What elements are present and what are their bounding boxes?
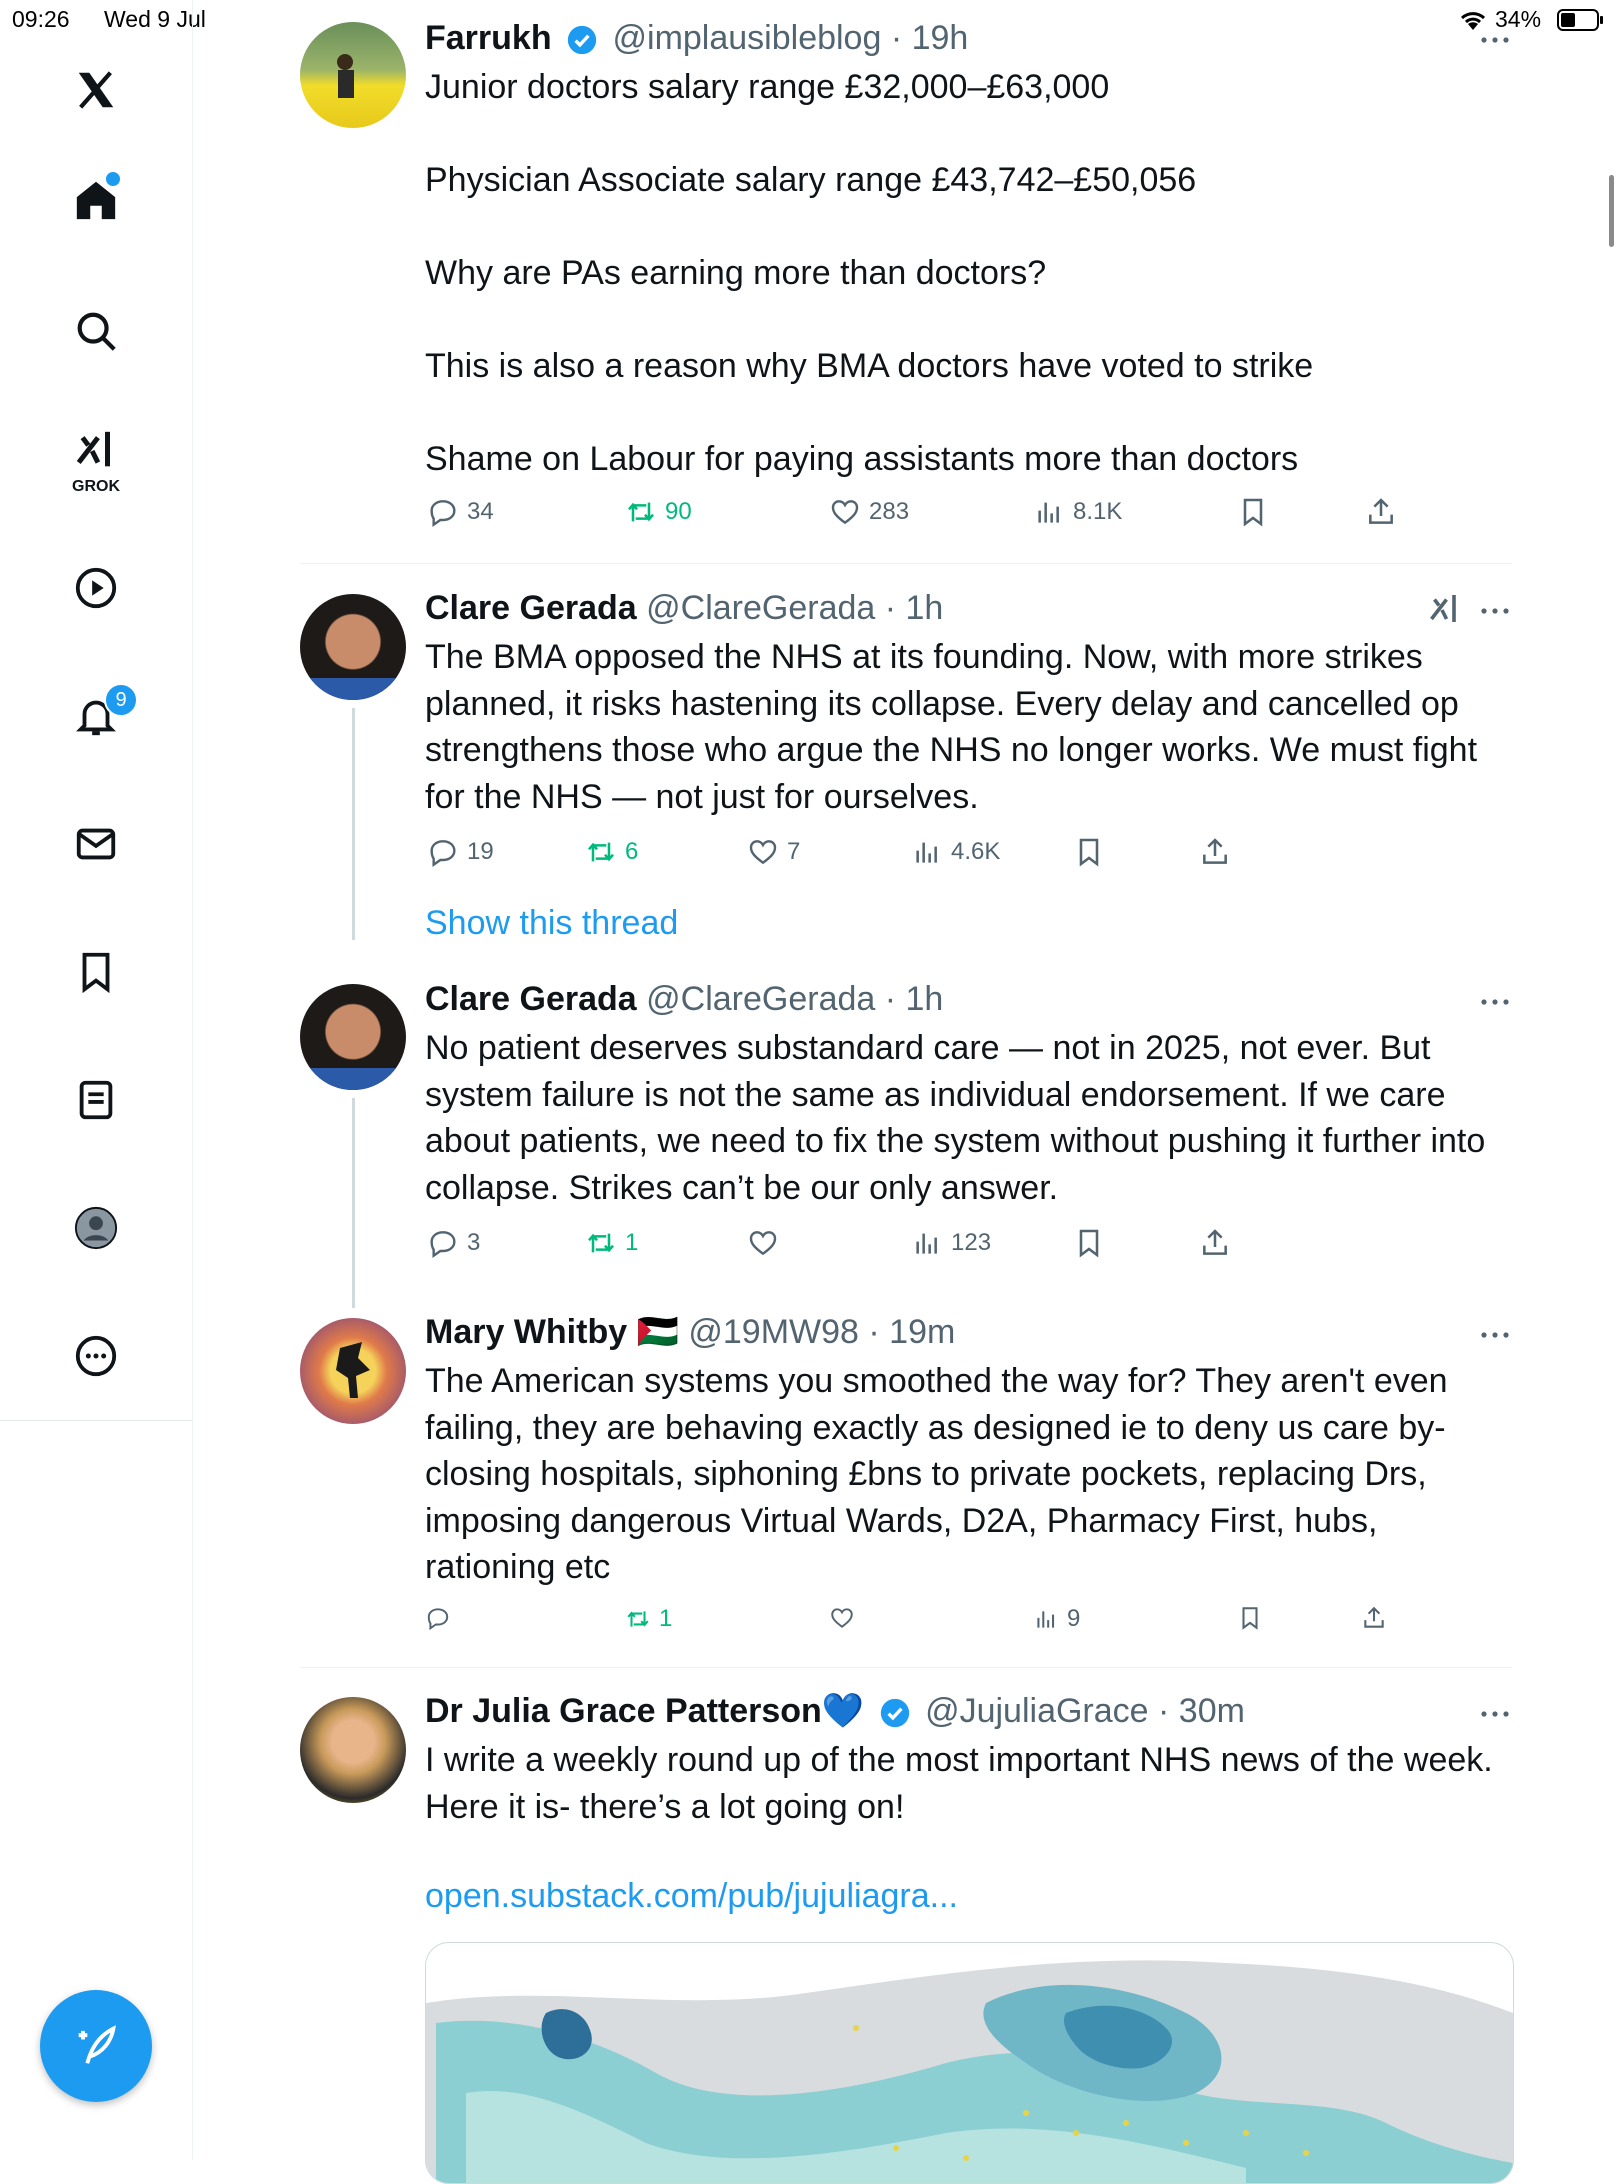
- map-image: [426, 1943, 1513, 2183]
- heart-icon: [747, 1227, 779, 1259]
- views-button[interactable]: [1033, 1605, 1080, 1633]
- tweet-time: · 1h: [884, 980, 944, 1018]
- share-button[interactable]: [1361, 1605, 1387, 1631]
- views-count: 9: [1067, 1605, 1081, 1632]
- heart-icon: [829, 1605, 855, 1631]
- profile-icon[interactable]: [70, 1202, 122, 1254]
- reply-button[interactable]: [427, 1227, 480, 1259]
- battery-percent: 34%: [1495, 6, 1542, 32]
- sidebar-divider: [0, 1420, 192, 1421]
- views-button[interactable]: [911, 1227, 991, 1259]
- author-name[interactable]: Mary Whitby: [425, 1313, 628, 1351]
- bookmark-icon: [1073, 1227, 1105, 1259]
- notification-badge: 9: [104, 683, 138, 717]
- repost-icon: [585, 1227, 617, 1259]
- views-button[interactable]: [911, 836, 1000, 868]
- grok-icon[interactable]: [70, 425, 122, 477]
- reply-count: 19: [467, 838, 494, 865]
- reply-button[interactable]: [425, 1605, 451, 1631]
- bookmark-button[interactable]: [1073, 1227, 1105, 1259]
- grok-label: GROK: [72, 478, 120, 495]
- repost-count: 90: [665, 498, 692, 525]
- tweet-text: The BMA opposed the NHS at its founding. Now, with more strikes planned, it risks hastening its collapse. Every delay and cancelled op strengthens those who argue the NHS no longer works. We must fight for the NHS — not just for ourselves.: [425, 638, 1487, 816]
- bookmark-button[interactable]: [1073, 836, 1105, 868]
- avatar[interactable]: [300, 22, 406, 128]
- tweet-separator: [300, 1667, 1512, 1668]
- tweet-header: [425, 979, 943, 1019]
- compose-button[interactable]: [40, 1990, 152, 2102]
- tweet-time: · 19h: [890, 19, 969, 57]
- like-count: 283: [869, 498, 910, 525]
- views-count: 4.6K: [951, 838, 1001, 865]
- more-options-icon[interactable]: [1480, 603, 1510, 613]
- more-options-icon[interactable]: [1480, 32, 1510, 42]
- repost-count: 6: [625, 838, 639, 865]
- avatar[interactable]: [300, 984, 406, 1090]
- repost-count: 1: [659, 1605, 673, 1632]
- external-link[interactable]: open.substack.com/pub/jujuliagra...: [425, 1877, 958, 1915]
- list-icon[interactable]: [70, 1074, 122, 1126]
- bookmark-icon: [1073, 836, 1105, 868]
- share-icon: [1365, 496, 1397, 528]
- share-icon: [1199, 1227, 1231, 1259]
- verified-icon: [878, 1696, 912, 1730]
- tweet-text: Junior doctors salary range £32,000–£63,000 Physician Associate salary range £43,742–£50,056 Why are PAs earning more than doctors? This is also a reason why BMA doctors have voted to strike Shame on Labour for paying assistants more than doctors: [425, 68, 1314, 478]
- flag-emoji: 🇵🇸: [636, 1313, 679, 1351]
- bookmark-button[interactable]: [1237, 1605, 1263, 1631]
- like-button[interactable]: [829, 496, 909, 528]
- heart-icon: [829, 496, 861, 528]
- share-button[interactable]: [1199, 1227, 1231, 1259]
- show-thread-link[interactable]: Show this thread: [425, 904, 679, 942]
- battery-icon: [1557, 8, 1605, 37]
- reply-count: 34: [467, 498, 494, 525]
- avatar[interactable]: [300, 594, 406, 700]
- author-name[interactable]: Farrukh: [425, 19, 552, 57]
- bookmark-icon: [1237, 1605, 1263, 1631]
- share-icon: [1361, 1605, 1387, 1631]
- author-name[interactable]: Clare Gerada: [425, 980, 637, 1018]
- reply-icon: [427, 1227, 459, 1259]
- reply-button[interactable]: [427, 496, 494, 528]
- reply-count: 3: [467, 1229, 481, 1256]
- play-icon[interactable]: [70, 562, 122, 614]
- author-name[interactable]: Clare Gerada: [425, 589, 637, 627]
- views-icon: [1033, 496, 1065, 528]
- views-button[interactable]: [1033, 496, 1122, 528]
- status-date: Wed 9 Jul: [104, 6, 206, 32]
- tweet-text: The American systems you smoothed the way for? They aren't even failing, they are behaving exactly as designed ie to deny us care by- closing hospitals, siphoning £bns to private pockets, replacing Drs, imposing dangerous Virtual Wards, D2A, Pharmacy First, hubs, rationing etc: [425, 1362, 1458, 1586]
- tweet-header: [425, 1312, 955, 1352]
- repost-icon: [625, 1606, 651, 1632]
- bookmark-button[interactable]: [1237, 496, 1269, 528]
- repost-button[interactable]: [585, 836, 638, 868]
- thread-line: [352, 1098, 355, 1308]
- status-time: 09:26: [12, 6, 70, 32]
- search-icon[interactable]: [70, 305, 122, 357]
- link-card-image[interactable]: [425, 1942, 1514, 2184]
- like-button[interactable]: [747, 1227, 779, 1259]
- more-icon[interactable]: [70, 1330, 122, 1382]
- like-button[interactable]: [747, 836, 800, 868]
- author-handle[interactable]: @JujuliaGrace: [925, 1692, 1149, 1730]
- tweet-text: No patient deserves substandard care — not in 2025, not ever. But system failure is not the same as individual endorsement. If we care about patients, we need to fix the system without pushing it further into collapse. Strikes can’t be our only answer.: [425, 1029, 1495, 1207]
- reply-icon: [427, 836, 459, 868]
- heart-icon: [747, 836, 779, 868]
- tweet-time: · 1h: [884, 589, 944, 627]
- reply-button[interactable]: [427, 836, 494, 868]
- author-handle[interactable]: @19MW98: [688, 1313, 859, 1351]
- x-logo-icon[interactable]: [70, 64, 122, 116]
- views-icon: [1033, 1606, 1059, 1632]
- like-count: 7: [787, 838, 801, 865]
- avatar[interactable]: [300, 1697, 406, 1803]
- compose-icon: [70, 2020, 122, 2072]
- tweet-header: [425, 1691, 1245, 1731]
- bookmark-icon: [1237, 496, 1269, 528]
- tweet-header: [425, 18, 968, 58]
- author-handle[interactable]: @implausibleblog: [612, 19, 882, 57]
- home-notification-dot: [104, 170, 122, 188]
- scrollbar[interactable]: [1609, 175, 1614, 247]
- reply-icon: [427, 496, 459, 528]
- more-options-icon[interactable]: [1480, 1706, 1510, 1716]
- verified-icon: [565, 23, 599, 57]
- tweet-time: · 19m: [868, 1313, 956, 1351]
- views-icon: [911, 1227, 943, 1259]
- repost-button[interactable]: [625, 496, 692, 528]
- bookmark-icon[interactable]: [70, 946, 122, 998]
- heart-emoji: 💙: [821, 1692, 865, 1730]
- share-button[interactable]: [1365, 496, 1397, 528]
- tweet-text: I write a weekly round up of the most important NHS news of the week. Here it is- there’s a lot going on!: [425, 1741, 1503, 1826]
- mail-icon[interactable]: [70, 818, 122, 870]
- more-options-icon[interactable]: [1480, 1327, 1510, 1337]
- like-button[interactable]: [829, 1605, 855, 1631]
- author-handle[interactable]: @ClareGerada: [646, 589, 876, 627]
- views-icon: [911, 836, 943, 868]
- tweet-separator: [300, 563, 1512, 564]
- author-name[interactable]: Dr Julia Grace Patterson: [425, 1692, 822, 1730]
- grok-icon[interactable]: [1427, 592, 1463, 633]
- repost-icon: [625, 496, 657, 528]
- more-options-icon[interactable]: [1480, 994, 1510, 1004]
- tweet-header: [425, 588, 943, 628]
- repost-button[interactable]: [585, 1227, 638, 1259]
- repost-count: 1: [625, 1229, 639, 1256]
- views-count: 123: [951, 1229, 992, 1256]
- sidebar: [0, 0, 193, 2160]
- share-button[interactable]: [1199, 836, 1231, 868]
- tweet-time: · 30m: [1158, 1692, 1245, 1730]
- avatar[interactable]: [300, 1318, 406, 1424]
- share-icon: [1199, 836, 1231, 868]
- views-count: 8.1K: [1073, 498, 1123, 525]
- repost-icon: [585, 836, 617, 868]
- reply-icon: [425, 1605, 451, 1631]
- thread-line: [352, 708, 355, 940]
- repost-button[interactable]: [625, 1605, 672, 1633]
- author-handle[interactable]: @ClareGerada: [646, 980, 876, 1018]
